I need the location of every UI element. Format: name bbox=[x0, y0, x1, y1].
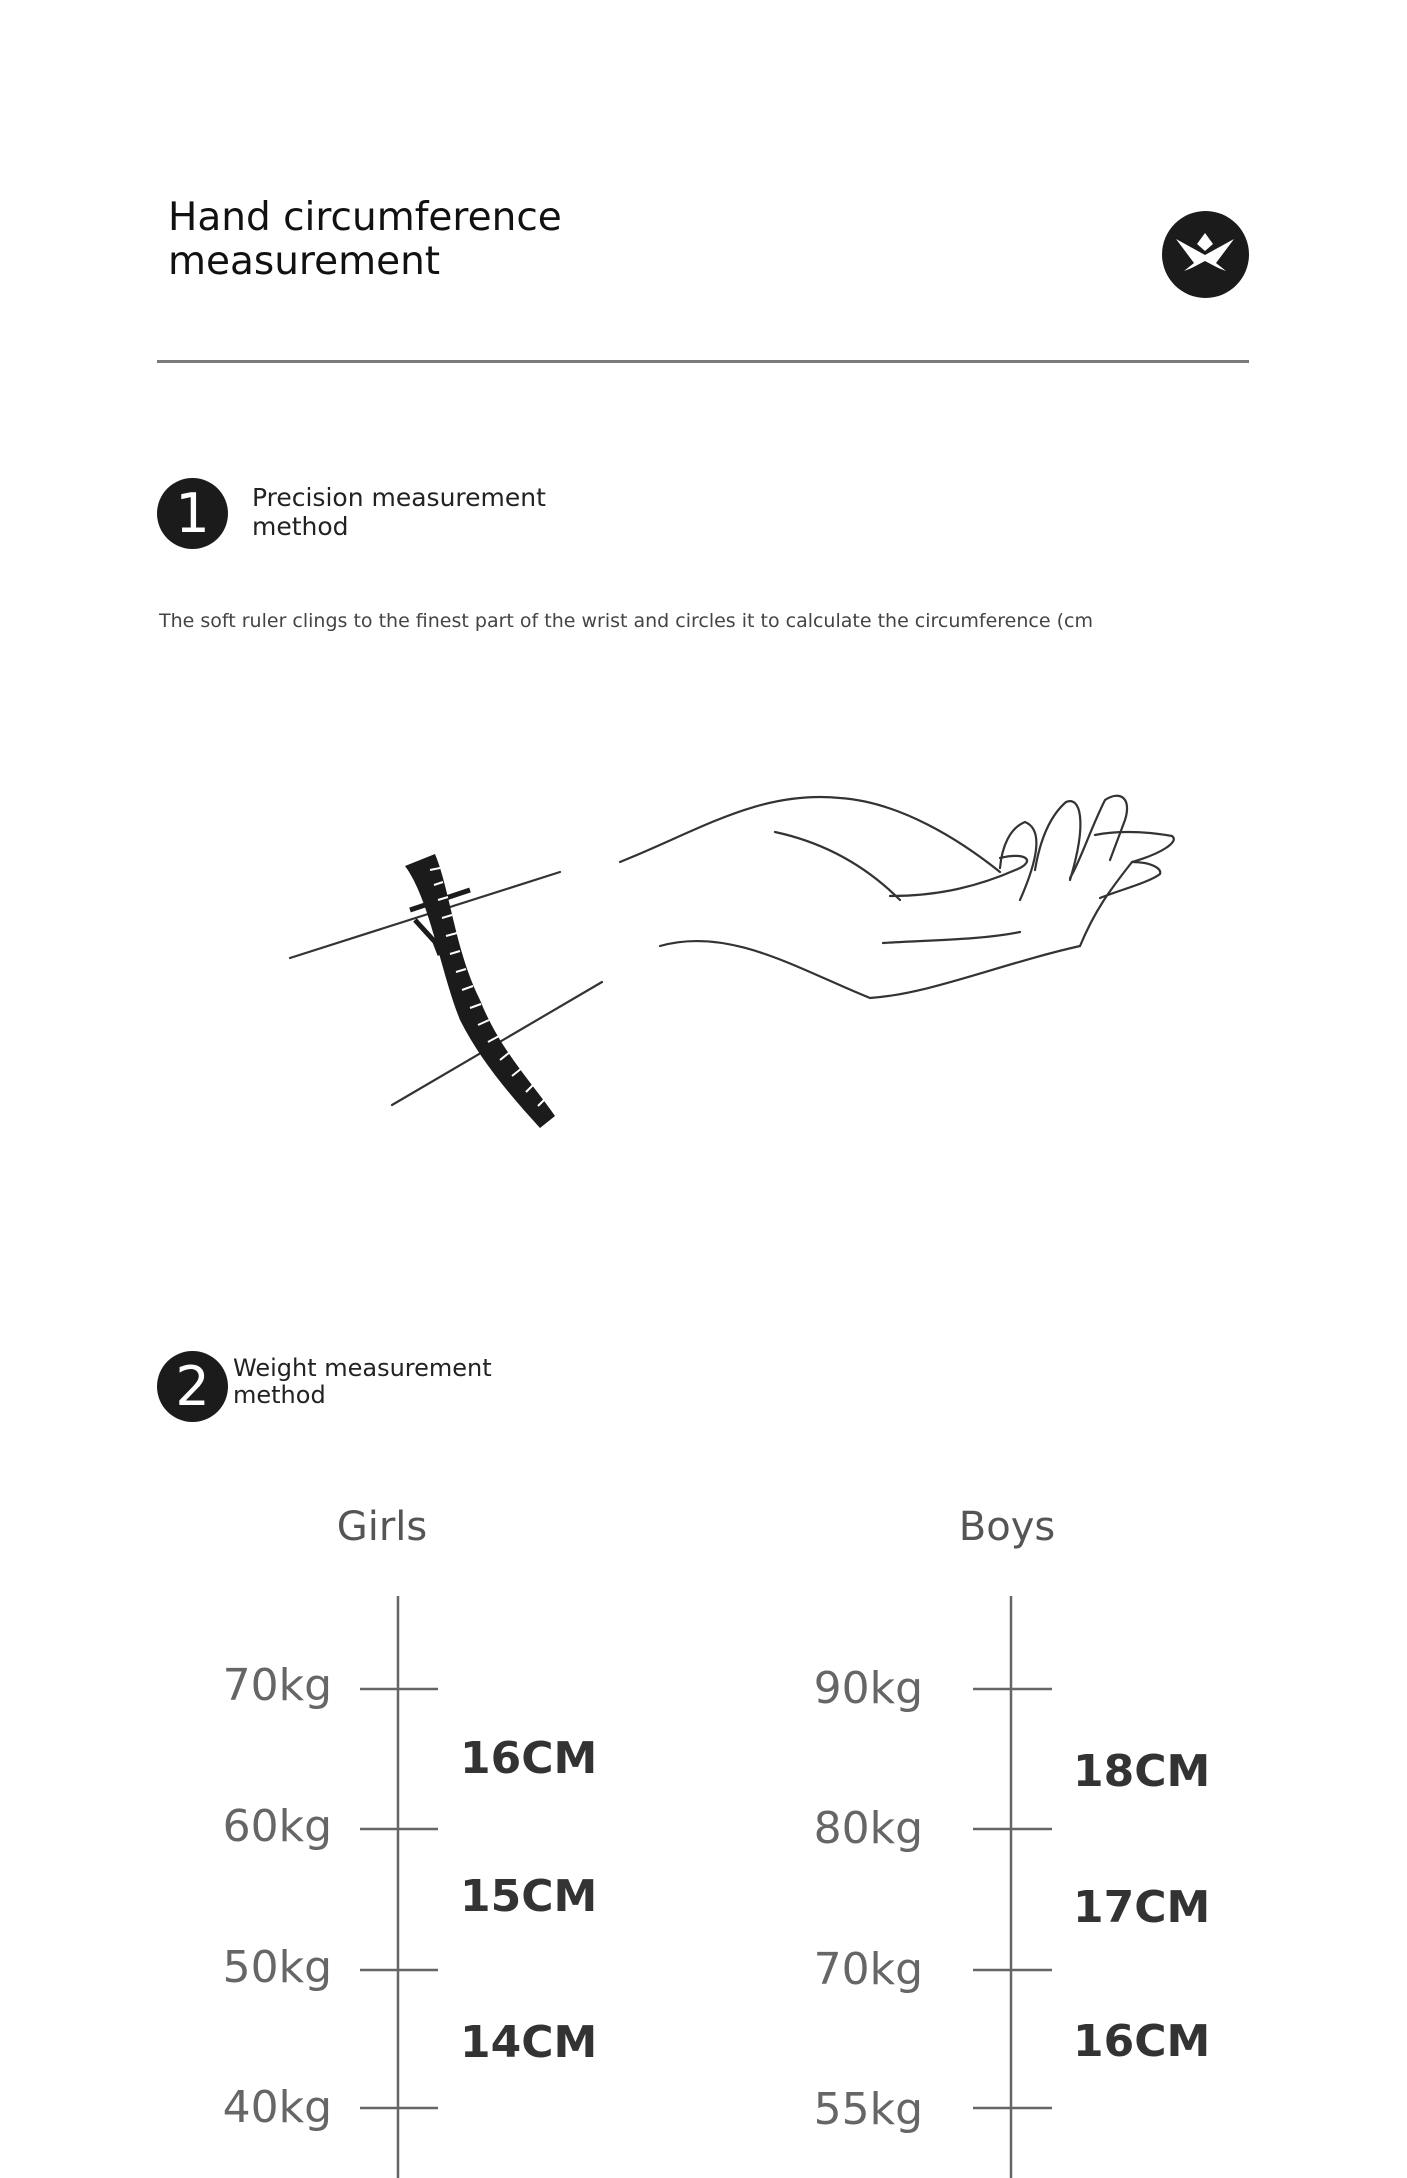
boys-tick bbox=[814, 1944, 1052, 1995]
girls-weight-label: 70kg bbox=[222, 1660, 332, 1711]
step-1-title-line-1: Precision measurement bbox=[252, 483, 546, 512]
boys-wrist-size: 16CM bbox=[1073, 2016, 1211, 2067]
finger-outline-2 bbox=[1035, 801, 1080, 880]
step-1-title-line-2: method bbox=[252, 512, 349, 541]
girls-wrist-size: 15CM bbox=[460, 1871, 598, 1922]
hand-crease bbox=[775, 832, 900, 900]
girls-tick bbox=[223, 1942, 438, 1993]
girls-wrist-size: 16CM bbox=[460, 1733, 598, 1784]
title-line-1: Hand circumference bbox=[168, 195, 562, 240]
boys-weight-label: 90kg bbox=[813, 1663, 923, 1714]
boys-weight-label: 70kg bbox=[813, 1944, 923, 1995]
girls-wrist-size: 14CM bbox=[460, 2017, 598, 2068]
wrist-measurement-illustration bbox=[280, 750, 1210, 1190]
step-1-description: The soft ruler clings to the finest part of the wrist and circles it to calculate the circumference (cm bbox=[159, 610, 1093, 632]
boys-tick bbox=[814, 1663, 1052, 1714]
step-1-badge: 1 bbox=[157, 478, 228, 549]
hand-back-outline bbox=[620, 797, 1000, 872]
hand-palm-outline bbox=[660, 941, 1080, 998]
girls-tick bbox=[223, 2082, 438, 2133]
page-title bbox=[168, 196, 562, 284]
title-line-2: measurement bbox=[168, 239, 441, 284]
thumb-outline bbox=[890, 856, 1027, 896]
boys-tick bbox=[814, 1803, 1052, 1854]
step-2-title-line-2: method bbox=[233, 1381, 326, 1409]
step-2-title-line-1: Weight measurement bbox=[233, 1354, 492, 1382]
boys-weight-label: 80kg bbox=[813, 1803, 923, 1854]
boys-weight-label: 55kg bbox=[813, 2084, 923, 2135]
finger-outline-1 bbox=[1000, 822, 1036, 900]
boys-title: Boys bbox=[958, 1504, 1056, 1550]
boys-wrist-size: 17CM bbox=[1073, 1882, 1211, 1933]
boys-wrist-size: 18CM bbox=[1073, 1746, 1211, 1797]
size-chart bbox=[0, 1480, 1407, 2178]
brand-logo-icon bbox=[1162, 211, 1249, 298]
step-2-badge: 2 bbox=[157, 1351, 228, 1422]
girls-scale bbox=[223, 1504, 598, 2178]
header-divider bbox=[157, 360, 1249, 363]
step-1-title bbox=[252, 483, 582, 541]
girls-weight-label: 50kg bbox=[222, 1942, 332, 1993]
girls-tick bbox=[223, 1801, 438, 1852]
thumb-base bbox=[883, 932, 1020, 943]
girls-weight-label: 40kg bbox=[222, 2082, 332, 2133]
boys-tick bbox=[814, 2084, 1052, 2135]
boys-scale bbox=[814, 1504, 1211, 2178]
step-2-title bbox=[233, 1355, 563, 1409]
girls-weight-label: 60kg bbox=[222, 1801, 332, 1852]
girls-title: Girls bbox=[336, 1504, 428, 1550]
girls-tick bbox=[223, 1660, 438, 1711]
